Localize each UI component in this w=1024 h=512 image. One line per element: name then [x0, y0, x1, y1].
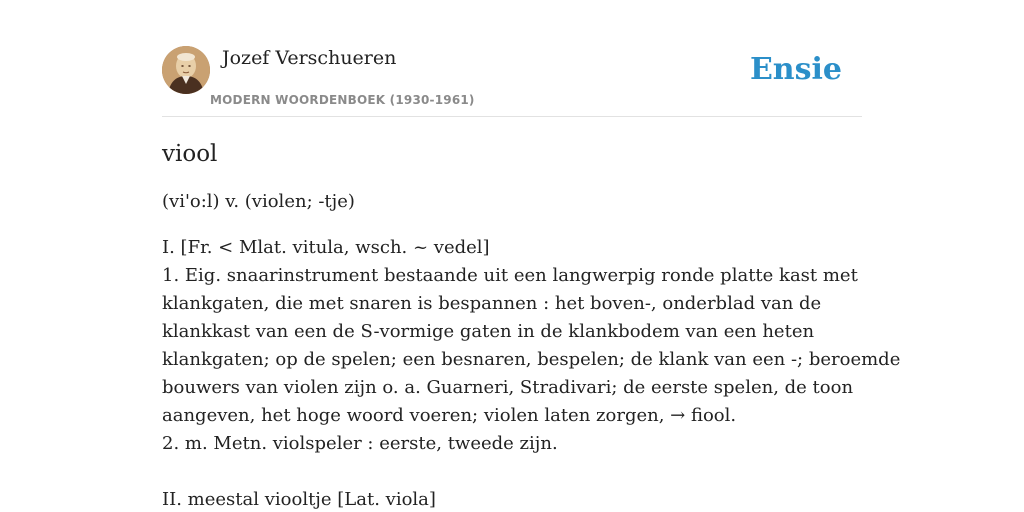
definition-line: klankkast van een de S-vormige gaten in de klankbodem van een heten	[162, 321, 815, 342]
author-portrait-icon	[162, 46, 210, 94]
entry-pronunciation: (vi'o:l) v. (violen; -tje)	[162, 191, 355, 212]
entry-definition	[162, 234, 901, 512]
definition-line: bouwers van violen zijn o. a. Guarneri, Stradivari; de eerste spelen, de toon	[162, 377, 854, 398]
author-avatar[interactable]	[162, 46, 210, 94]
definition-line: klankgaten; op de spelen; een besnaren, bespelen; de klank van een -; beroemde	[162, 349, 901, 370]
entry-header	[162, 46, 862, 117]
definition-line: aangeven, het hoge woord voeren; violen laten zorgen, → fiool.	[162, 405, 737, 426]
entry-content	[162, 136, 901, 512]
dictionary-source[interactable]: MODERN WOORDENBOEK (1930-1961)	[210, 93, 475, 107]
definition-line: 1. Eig. snaarinstrument bestaande uit een langwerpig ronde platte kast met	[162, 265, 858, 286]
entry-title: viool	[162, 141, 218, 167]
section-gap	[162, 458, 862, 486]
author-name[interactable]: Jozef Verschueren	[222, 47, 397, 69]
ensie-logo[interactable]: Ensie	[749, 52, 842, 87]
definition-line: 2. m. Metn. violspeler : eerste, tweede zijn.	[162, 433, 558, 454]
definition-line: klankgaten, die met snaren is bespannen : het boven-, onderblad van de	[162, 293, 822, 314]
definition-line: I. [Fr. < Mlat. vitula, wsch. ~ vedel]	[162, 237, 490, 258]
definition-section-2: II. meestal viooltje [Lat. viola]	[162, 489, 436, 510]
